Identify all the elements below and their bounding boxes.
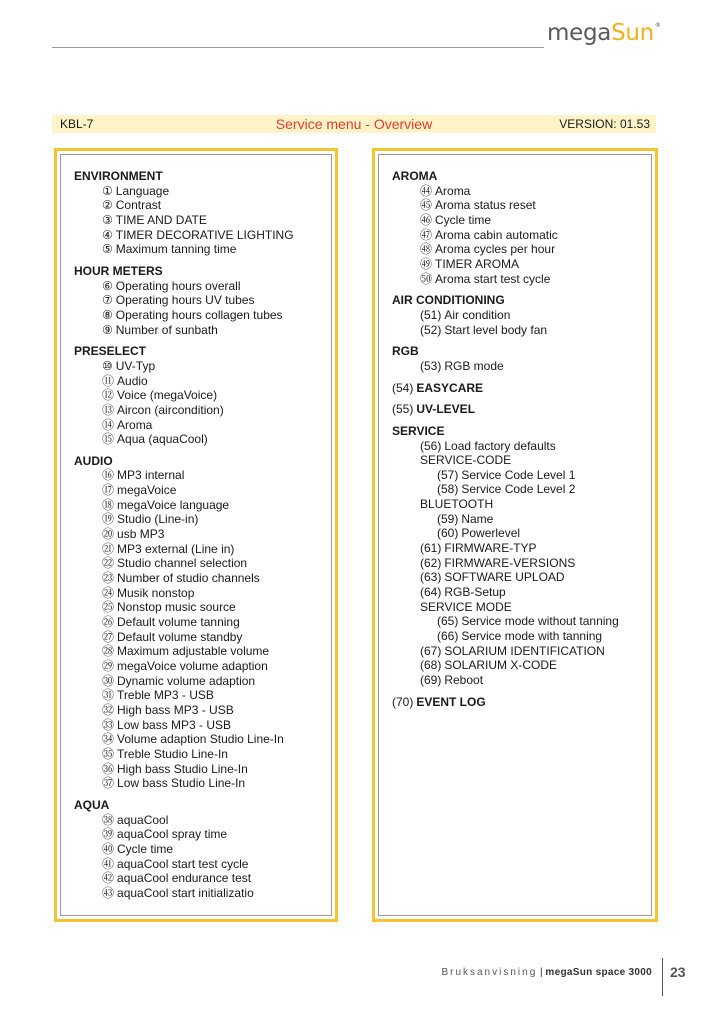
- item-label: Language: [115, 183, 170, 198]
- menu-item-14: [74, 418, 327, 433]
- item-label: FIRMWARE-TYP: [444, 541, 537, 556]
- menu-item-37: [74, 776, 327, 791]
- menu-item-70: [392, 695, 647, 710]
- item-label: MP3 external (Line in): [117, 541, 235, 556]
- item-number-badge: (62): [420, 555, 442, 570]
- menu-item-33: [74, 718, 327, 733]
- item-number-badge: (61): [420, 541, 442, 556]
- item-label: Studio channel selection: [117, 556, 248, 571]
- menu-item-19: [74, 512, 327, 527]
- item-number-badge: ⑦: [102, 293, 113, 308]
- item-label: Low bass MP3 - USB: [117, 717, 232, 732]
- item-label: Operating hours overall: [115, 278, 241, 293]
- item-number-badge: ㊶: [102, 856, 115, 871]
- item-number-badge: ㊸: [102, 885, 115, 900]
- footer-text: [441, 967, 652, 978]
- section-title: ENVIRONMENT: [74, 169, 163, 183]
- menu-item-66: [392, 629, 647, 644]
- item-label: Air condition: [444, 307, 511, 322]
- item-number-badge: (53): [420, 358, 442, 373]
- menu-item-68: [392, 658, 647, 673]
- section-title: AQUA: [74, 797, 110, 812]
- header-rule: [52, 47, 544, 48]
- menu-item-23: [74, 571, 327, 586]
- item-number-badge: (64): [420, 585, 442, 600]
- item-number-badge: ①: [102, 183, 113, 198]
- section-aroma: [392, 169, 647, 286]
- menu-item-50: [392, 272, 647, 287]
- version-label: VERSION: 01.53: [559, 117, 650, 131]
- menu-item-57: [392, 468, 647, 483]
- menu-item-29: [74, 659, 327, 674]
- menu-item-45: [392, 198, 647, 213]
- menu-item-6: [74, 279, 327, 294]
- menu-item-61: [392, 541, 647, 556]
- item-number-badge: ⑨: [102, 322, 113, 337]
- section-title: AROMA: [392, 169, 438, 183]
- menu-item-48: [392, 242, 647, 257]
- left-menu-box: [54, 148, 338, 922]
- menu-item-27: [74, 630, 327, 645]
- menu-item-38: [74, 813, 327, 828]
- item-label: EVENT LOG: [416, 694, 486, 709]
- item-label: Treble Studio Line-In: [117, 746, 228, 761]
- item-label: TIME AND DATE: [115, 212, 207, 227]
- menu-item-4: [74, 228, 327, 243]
- item-number-badge: ㊹: [420, 183, 433, 198]
- item-label: RGB mode: [444, 358, 504, 373]
- item-label: RGB-Setup: [444, 585, 506, 600]
- menu-item-13: [74, 403, 327, 418]
- item-number-badge: ⑮: [102, 432, 115, 447]
- item-number-badge: ㉝: [102, 717, 115, 732]
- item-label: Start level body fan: [444, 322, 548, 337]
- item-label: Studio (Line-in): [117, 512, 199, 527]
- item-number-badge: (66): [437, 629, 459, 644]
- menu-item-26: [74, 615, 327, 630]
- section-aqua: [74, 798, 327, 901]
- menu-item-36: [74, 762, 327, 777]
- right-menu-box: [372, 148, 658, 922]
- item-label: MP3 internal: [117, 468, 185, 483]
- menu-item-10: [74, 359, 327, 374]
- item-number-badge: ㊷: [102, 871, 115, 886]
- menu-item-39: [74, 827, 327, 842]
- menu-item-22: [74, 556, 327, 571]
- item-label: Low bass Studio Line-In: [117, 776, 246, 791]
- menu-item-15: [74, 432, 327, 447]
- item-label: TIMER AROMA: [435, 256, 520, 271]
- item-number-badge: ⑱: [102, 497, 115, 512]
- section-environment: [74, 169, 327, 257]
- item-label: Maximum adjustable volume: [117, 644, 270, 659]
- item-label: Aroma start test cycle: [435, 271, 551, 286]
- item-label: FIRMWARE-VERSIONS: [444, 555, 576, 570]
- menu-item-55: [392, 402, 647, 417]
- item-label: TIMER DECORATIVE LIGHTING: [115, 227, 294, 242]
- menu-item-46: [392, 213, 647, 228]
- menu-item-56: [392, 439, 647, 454]
- item-label: Service Code Level 1: [461, 467, 576, 482]
- item-label: Aircon (aircondition): [117, 402, 224, 417]
- menu-item-5: [74, 242, 327, 257]
- item-label: aquaCool endurance test: [117, 871, 252, 886]
- item-number-badge: ⑥: [102, 278, 113, 293]
- item-label: Service Code Level 2: [461, 482, 576, 497]
- item-number-badge: ㊴: [102, 827, 115, 842]
- menu-item-9: [74, 323, 327, 338]
- item-number-badge: (60): [437, 526, 459, 541]
- item-label: Dynamic volume adaption: [117, 673, 256, 688]
- menu-item-2: [74, 198, 327, 213]
- footer-separator: |: [540, 967, 543, 978]
- section-hour-meters: [74, 264, 327, 337]
- item-label: Powerlevel: [461, 526, 521, 541]
- section-title: SERVICE: [392, 423, 445, 438]
- item-label: Service mode without tanning: [461, 614, 619, 629]
- menu-item-60: [392, 526, 647, 541]
- item-label: EASYCARE: [416, 380, 484, 395]
- item-number-badge: ㉒: [102, 556, 115, 571]
- item-number-badge: ㉛: [102, 688, 115, 703]
- section-title: AIR CONDITIONING: [392, 293, 505, 308]
- page-title: Service menu - Overview: [275, 116, 433, 132]
- menu-item-42: [74, 871, 327, 886]
- item-label: Aroma status reset: [435, 198, 536, 213]
- item-label: Nonstop music source: [117, 600, 236, 615]
- item-number-badge: ㊱: [102, 761, 115, 776]
- item-number-badge: (55): [392, 402, 414, 417]
- item-label: Number of sunbath: [115, 322, 218, 337]
- item-number-badge: ⑬: [102, 402, 115, 417]
- item-label: aquaCool start initializatio: [117, 885, 254, 900]
- item-label: Cycle time: [117, 841, 174, 856]
- menu-item-64: [392, 585, 647, 600]
- item-label: BLUETOOTH: [420, 497, 494, 512]
- item-number-badge: (59): [437, 511, 459, 526]
- menu-item-59: [392, 512, 647, 527]
- item-number-badge: ㉚: [102, 673, 115, 688]
- menu-item-63: [392, 570, 647, 585]
- menu-item-30: [74, 674, 327, 689]
- menu-item-21: [74, 542, 327, 557]
- menu-item-54: [392, 381, 647, 396]
- item-number-badge: ㉞: [102, 732, 115, 747]
- title-band: [52, 115, 656, 133]
- menu-item-67: [392, 644, 647, 659]
- item-label: Service mode with tanning: [461, 629, 603, 644]
- item-number-badge: (68): [420, 658, 442, 673]
- item-label: SERVICE MODE: [420, 599, 512, 614]
- item-label: High bass MP3 - USB: [117, 702, 234, 717]
- menu-item-24: [74, 586, 327, 601]
- item-number-badge: ㊺: [420, 198, 433, 213]
- item-number-badge: ⑧: [102, 307, 113, 322]
- item-number-badge: (52): [420, 322, 442, 337]
- item-number-badge: ㉟: [102, 746, 115, 761]
- right-menu-list: [392, 169, 647, 709]
- item-label: Aroma: [435, 183, 471, 198]
- item-label: Default volume standby: [117, 629, 243, 644]
- item-number-badge: ⑲: [102, 512, 115, 527]
- item-label: Name: [461, 511, 494, 526]
- menu-item-43: [74, 886, 327, 901]
- menu-item-35: [74, 747, 327, 762]
- menu-item-28: [74, 644, 327, 659]
- item-label: SERVICE-CODE: [420, 453, 512, 468]
- item-number-badge: (69): [420, 673, 442, 687]
- item-number-badge: ⑰: [102, 483, 115, 498]
- item-number-badge: ㊾: [420, 256, 433, 271]
- item-number-badge: ㉜: [102, 702, 115, 717]
- menu-item-34: [74, 732, 327, 747]
- section-title: PRESELECT: [74, 344, 147, 359]
- item-number-badge: ㊲: [102, 776, 115, 791]
- item-label: SOLARIUM X-CODE: [444, 658, 558, 673]
- item-number-badge: ⑩: [102, 358, 113, 373]
- item-label: Reboot: [444, 673, 484, 687]
- item-label: SOFTWARE UPLOAD: [444, 570, 565, 585]
- section-title: AUDIO: [74, 453, 113, 468]
- item-label: aquaCool: [117, 812, 169, 827]
- menu-item-40: [74, 842, 327, 857]
- item-number-badge: ㉔: [102, 585, 115, 600]
- item-number-badge: ㉑: [102, 541, 115, 556]
- item-label: SOLARIUM IDENTIFICATION: [444, 643, 605, 658]
- menu-item-47: [392, 228, 647, 243]
- menu-item-49: [392, 257, 647, 272]
- menu-item-53: [392, 359, 647, 374]
- menu-item-52: [392, 323, 647, 338]
- manual-label: Bruksanvisning: [441, 967, 538, 978]
- item-number-badge: ㉗: [102, 629, 115, 644]
- item-label: Voice (megaVoice): [117, 388, 218, 403]
- menu-item-32: [74, 703, 327, 718]
- item-number-badge: ⑯: [102, 468, 115, 483]
- menu-item-25: [74, 600, 327, 615]
- menu-item-44: [392, 184, 647, 199]
- item-number-badge: (65): [437, 614, 459, 629]
- item-number-badge: (56): [420, 438, 442, 453]
- submenu-heading-service-mode: [392, 600, 647, 615]
- menu-item-8: [74, 308, 327, 323]
- left-menu-list: [74, 169, 327, 901]
- item-number-badge: (57): [437, 467, 459, 482]
- item-label: Operating hours UV tubes: [115, 293, 255, 308]
- menu-item-62: [392, 556, 647, 571]
- menu-item-18: [74, 498, 327, 513]
- item-number-badge: ⑫: [102, 388, 115, 403]
- item-label: Operating hours collagen tubes: [115, 307, 283, 322]
- item-label: Default volume tanning: [117, 615, 240, 630]
- item-label: High bass Studio Line-In: [117, 761, 248, 776]
- item-number-badge: ㊻: [420, 212, 433, 227]
- megasun-logo: megaSun®: [547, 20, 661, 46]
- item-label: Contrast: [115, 198, 162, 213]
- item-number-badge: ㊵: [102, 841, 115, 856]
- item-label: aquaCool start test cycle: [117, 856, 249, 871]
- item-label: aquaCool spray time: [117, 827, 228, 842]
- item-label: Maximum tanning time: [115, 242, 237, 257]
- section-rgb: [392, 344, 647, 373]
- menu-item-1: [74, 184, 327, 199]
- item-label: UV-Typ: [115, 358, 156, 373]
- item-number-badge: (70): [392, 694, 414, 709]
- item-number-badge: ⑭: [102, 417, 115, 432]
- item-label: Musik nonstop: [117, 585, 195, 600]
- item-label: Cycle time: [435, 212, 492, 227]
- menu-item-41: [74, 857, 327, 872]
- item-number-badge: ㊽: [420, 242, 433, 257]
- item-number-badge: ㊳: [102, 812, 115, 827]
- item-label: Aqua (aquaCool): [117, 432, 208, 447]
- item-number-badge: ㉕: [102, 600, 115, 615]
- menu-item-7: [74, 293, 327, 308]
- item-number-badge: ⑪: [102, 373, 115, 388]
- item-number-badge: ㊿: [420, 271, 433, 286]
- item-number-badge: (67): [420, 643, 442, 658]
- item-number-badge: ③: [102, 212, 113, 227]
- item-number-badge: ㉓: [102, 571, 115, 586]
- menu-item-11: [74, 374, 327, 389]
- model-code: KBL-7: [60, 117, 94, 131]
- item-label: megaVoice volume adaption: [117, 659, 268, 673]
- item-number-badge: ㉘: [102, 644, 115, 659]
- item-label: Aroma cabin automatic: [435, 227, 558, 242]
- page-number: 23: [670, 964, 686, 980]
- item-number-badge: ㉙: [102, 659, 115, 673]
- item-label: Treble MP3 - USB: [117, 688, 214, 703]
- submenu-heading-service-code: [392, 453, 647, 468]
- menu-item-20: [74, 527, 327, 542]
- menu-item-3: [74, 213, 327, 228]
- item-number-badge: ㉖: [102, 615, 115, 630]
- section-preselect: [74, 344, 327, 447]
- menu-item-12: [74, 388, 327, 403]
- item-number-badge: ⑳: [102, 527, 115, 542]
- item-number-badge: (51): [420, 307, 442, 322]
- section-service: [392, 424, 647, 688]
- item-label: Audio: [117, 373, 148, 388]
- item-label: usb MP3: [117, 527, 165, 542]
- menu-item-51: [392, 308, 647, 323]
- item-number-badge: ②: [102, 198, 113, 213]
- item-label: megaVoice language: [117, 497, 230, 512]
- item-number-badge: (63): [420, 570, 442, 585]
- section-audio: [74, 454, 327, 791]
- footer-divider: [662, 958, 663, 996]
- section-title: RGB: [392, 344, 419, 359]
- item-number-badge: ⑤: [102, 242, 113, 257]
- item-number-badge: (54): [392, 380, 414, 395]
- item-label: Aroma cycles per hour: [435, 242, 556, 257]
- menu-item-31: [74, 688, 327, 703]
- menu-item-17: [74, 483, 327, 498]
- menu-item-58: [392, 482, 647, 497]
- item-label: Number of studio channels: [117, 571, 260, 586]
- item-label: Volume adaption Studio Line-In: [117, 732, 284, 747]
- item-label: UV-LEVEL: [416, 402, 476, 417]
- item-label: megaVoice: [117, 483, 177, 498]
- section-title: HOUR METERS: [74, 263, 163, 278]
- item-number-badge: (58): [437, 482, 459, 497]
- item-number-badge: ④: [102, 227, 113, 242]
- menu-item-65: [392, 614, 647, 629]
- item-label: Load factory defaults: [444, 438, 556, 453]
- submenu-heading-bluetooth: [392, 497, 647, 512]
- product-name: megaSun space 3000: [545, 967, 652, 978]
- item-number-badge: ㊼: [420, 227, 433, 242]
- section-air-conditioning: [392, 293, 647, 337]
- menu-item-69: [392, 673, 647, 688]
- menu-item-16: [74, 468, 327, 483]
- item-label: Aroma: [117, 417, 153, 432]
